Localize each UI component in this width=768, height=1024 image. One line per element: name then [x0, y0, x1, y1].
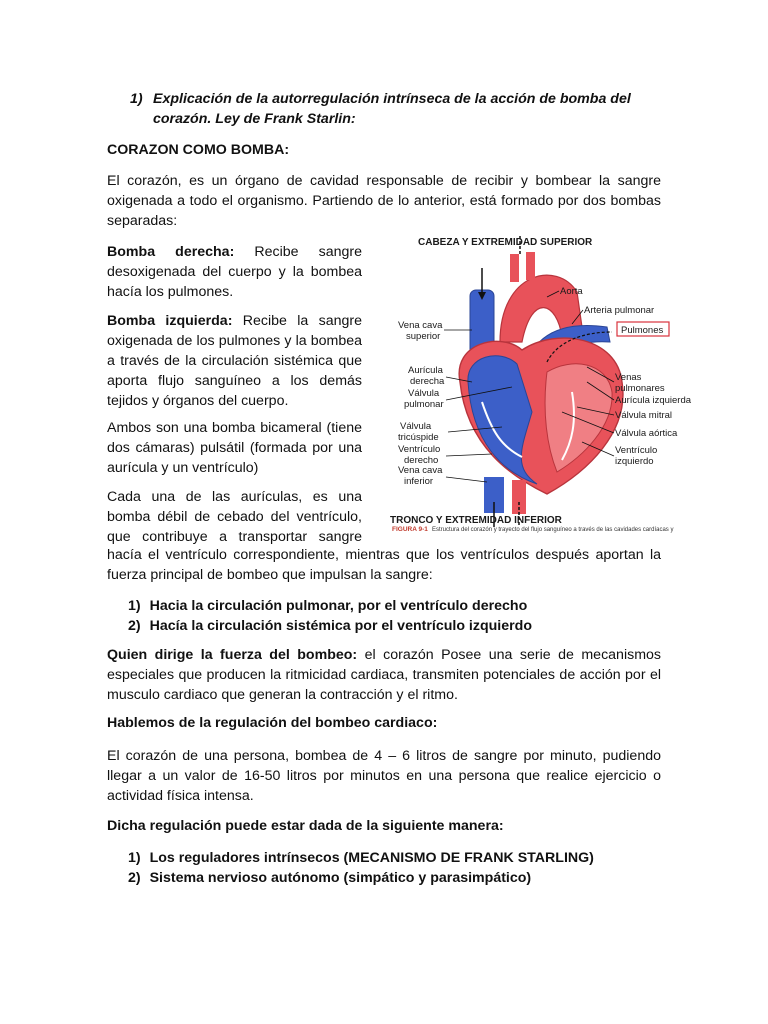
- label-ventriculo-izquierdo-2: izquierdo: [615, 456, 654, 467]
- list-2-item-1: [128, 848, 594, 868]
- bomba-derecha-paragraph: [107, 242, 362, 302]
- bomba-derecha-text: Recibe sangre desoxigenada del cuerpo y la bombea hacía los pulmones.: [107, 244, 362, 300]
- quien-dirige-paragraph: [107, 645, 661, 705]
- figure-caption-text: Estructura del corazón y trayecto del flujo sanguíneo a través de las cavidades cardíacas y: [432, 527, 674, 533]
- label-vena-cava-inferior-1: Vena cava: [398, 465, 443, 476]
- quien-dirige-text: el corazón Posee una serie de mecanismos especiales que producen la ritmicidad cardiaca, transmiten potenciales de acción por el musculo cardiaco que generan la contracción y el ritmo.: [107, 647, 661, 703]
- label-vena-cava-superior-1: Vena cava: [398, 320, 443, 331]
- bomba-izquierda-text: Recibe la sangre oxigenada de los pulmones y la bombea a través de la circulación sistémica que aporta flujo sanguíneo a los demás tejidos y órganos del cuerpo.: [107, 313, 362, 409]
- list-2-number-2: 2): [128, 870, 141, 886]
- label-valvula-pulmonar-2: pulmonar: [404, 399, 444, 410]
- label-valvula-tricuspide-2: tricúspide: [398, 432, 439, 443]
- label-auricula-izquierda: Aurícula izquierda: [615, 395, 692, 406]
- list-1-text-2: Hacía la circulación sistémica por el ventrículo izquierdo: [149, 618, 532, 634]
- list-1-number-1: 1): [128, 598, 141, 614]
- label-venas-pulmonares-1: Venas: [615, 372, 642, 383]
- list-1: [128, 596, 532, 636]
- list-1-number-2: 2): [128, 618, 141, 634]
- heart-diagram: [372, 232, 724, 534]
- label-ventriculo-derecho-1: Ventrículo: [398, 444, 441, 455]
- list-2-text-1: Los reguladores intrínsecos (MECANISMO DE FRANK STARLING): [149, 850, 594, 866]
- section-title-regulacion: Hablemos de la regulación del bombeo cardiaco:: [107, 715, 438, 731]
- label-valvula-aortica: Válvula aórtica: [615, 428, 678, 439]
- regulacion-paragraph: El corazón de una persona, bombea de 4 – 6 litros de sangre por minuto, pudiendo llegar a un valor de 16-50 litros por minutos en una persona que realice ejercicio o actividad física intensa.: [107, 748, 661, 804]
- bomba-derecha-label: Bomba derecha:: [107, 244, 235, 260]
- figure-title-bottom: TRONCO Y EXTREMIDAD INFERIOR: [390, 515, 562, 526]
- label-aorta: Aorta: [560, 286, 583, 297]
- label-valvula-mitral: Válvula mitral: [615, 410, 673, 421]
- section-title-corazon-bomba: CORAZON COMO BOMBA:: [107, 142, 290, 158]
- label-ventriculo-izquierdo-1: Ventrículo: [615, 445, 658, 456]
- label-arteria-pulmonar: Arteria pulmonar: [584, 305, 655, 316]
- figure-title-top: CABEZA Y EXTREMIDAD SUPERIOR: [418, 237, 593, 248]
- label-venas-pulmonares-2: pulmonares: [615, 383, 665, 394]
- list-1-item-1: [128, 596, 532, 616]
- auriculas-paragraph-b: hacía el ventrículo correspondiente, mientras que los ventrículos después aportan la fuerza principal de bombeo que impulsan la sangre:: [107, 547, 661, 583]
- label-vena-cava-superior-2: superior: [406, 331, 441, 342]
- figure-caption-number: FIGURA 9-1: [392, 526, 428, 533]
- label-ventriculo-derecho-2: derecho: [404, 455, 439, 466]
- heading-number: 1): [130, 91, 143, 107]
- label-valvula-tricuspide-1: Válvula: [400, 421, 432, 432]
- list-1-text-1: Hacia la circulación pulmonar, por el ventrículo derecho: [149, 598, 528, 614]
- section-title-dicha-regulacion: Dicha regulación puede estar dada de la siguiente manera:: [107, 818, 504, 834]
- list-1-item-2: [128, 616, 532, 636]
- heading-line-2: corazón. Ley de Frank Starlin:: [153, 111, 356, 127]
- bomba-izquierda-label: Bomba izquierda:: [107, 313, 233, 329]
- list-2: [128, 848, 594, 888]
- intro-paragraph: El corazón, es un órgano de cavidad responsable de recibir y bombear la sangre oxigenada a todo el organismo. Partiendo de lo anterior, está formado por dos bombas separadas:: [107, 173, 661, 229]
- label-pulmones: Pulmones: [621, 325, 664, 336]
- label-valvula-pulmonar-1: Válvula: [408, 388, 440, 399]
- label-vena-cava-inferior-2: inferior: [404, 476, 434, 487]
- bicameral-paragraph: Ambos son una bomba bicameral (tiene dos cámaras) pulsátil (formada por una aurícula y un ventrículo): [107, 420, 362, 476]
- heading-line-1: Explicación de la autorregulación intrínseca de la acción de bomba del: [153, 91, 631, 107]
- quien-dirige-label: Quien dirige la fuerza del bombeo:: [107, 647, 358, 663]
- bomba-izquierda-paragraph: [107, 311, 362, 411]
- list-2-text-2: Sistema nervioso autónomo (simpático y parasimpático): [149, 870, 532, 886]
- list-2-item-2: [128, 868, 594, 888]
- auriculas-paragraph-a: Cada una de las aurículas, es una bomba débil de cebado del ventrículo, que contribuye a transportar sangre: [107, 489, 362, 545]
- label-auricula-derecha-2: derecha: [410, 376, 445, 387]
- label-auricula-derecha-1: Aurícula: [408, 365, 443, 376]
- list-2-number-1: 1): [128, 850, 141, 866]
